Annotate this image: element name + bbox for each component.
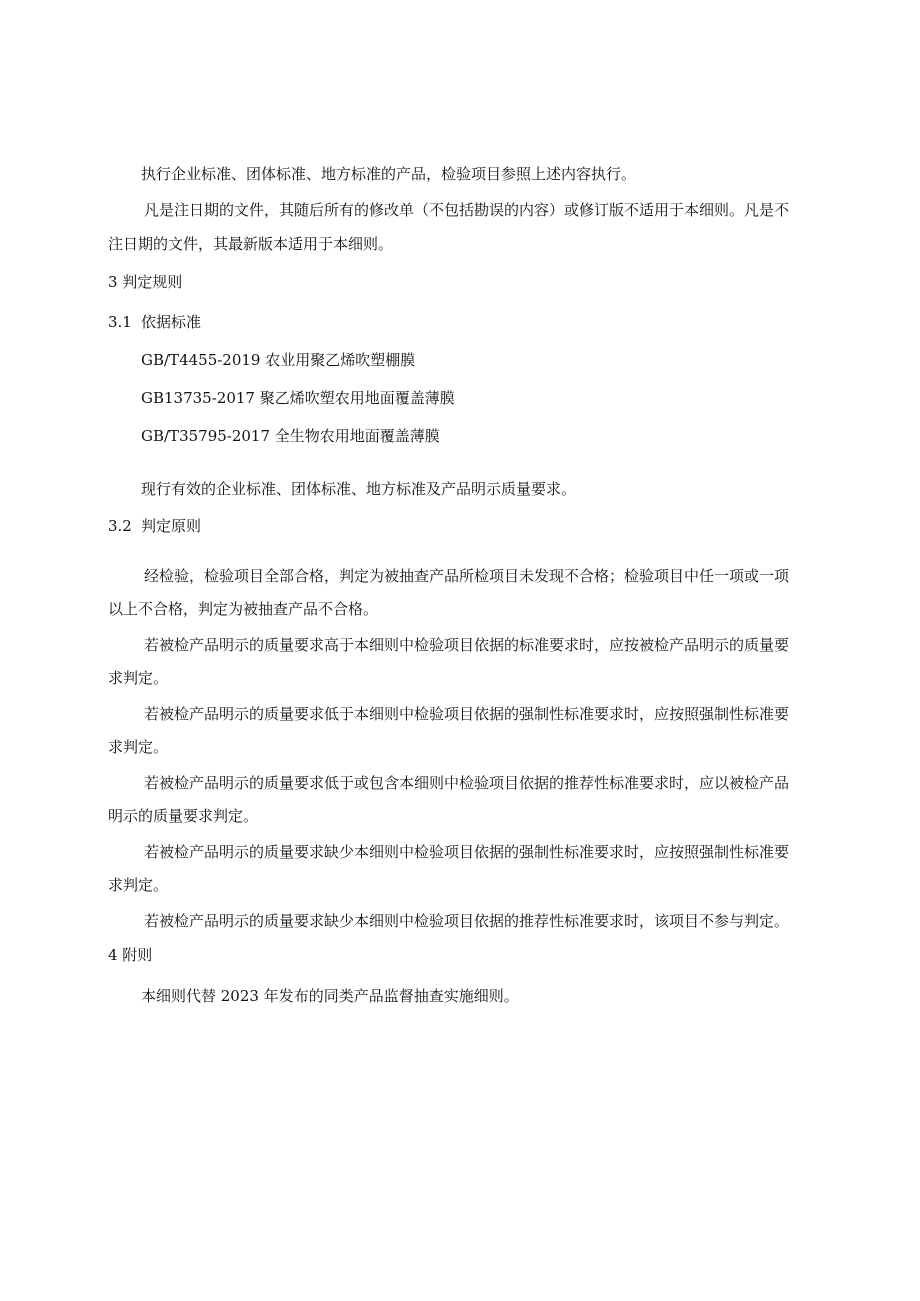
principle-1-line-2: 以上不合格，判定为被抽查产品不合格。 [108,600,379,618]
section-4-heading: 4 附则 [108,946,153,964]
section-3-1-title: 依据标准 [141,313,202,331]
section-3-2-number: 3.2 [108,517,132,535]
principle-2-line-1: 若被检产品明示的质量要求高于本细则中检验项目依据的标准要求时，应按被检产品明示的质量要 [144,636,790,654]
principle-1-line-1: 经检验，检验项目全部合格，判定为被抽查产品所检项目未发现不合格；检验项目中任一项或一项 [144,567,790,585]
section-3-heading: 3 判定规则 [108,273,183,291]
appendix-paragraph: 本细则代替 2023 年发布的同类产品监督抽查实施细则。 [141,987,519,1005]
principle-5-line-1: 若被检产品明示的质量要求缺少本细则中检验项目依据的强制性标准要求时，应按照强制性标准要 [144,843,790,861]
principle-6: 若被检产品明示的质量要求缺少本细则中检验项目依据的推荐性标准要求时，该项目不参与判定。 [144,912,790,930]
principle-4-line-2: 明示的质量要求判定。 [108,807,259,825]
principle-2-line-2: 求判定。 [108,669,169,687]
principle-3-line-1: 若被检产品明示的质量要求低于本细则中检验项目依据的强制性标准要求时，应按照强制性标准要 [144,705,790,723]
standard-ref: GB/T35795-2017 全生物农用地面覆盖薄膜 [141,427,440,445]
principle-4-line-1: 若被检产品明示的质量要求低于或包含本细则中检验项目依据的推荐性标准要求时，应以被检产品 [144,774,790,792]
principle-5-line-2: 求判定。 [108,876,169,894]
standard-ref: GB/T4455-2019 农业用聚乙烯吹塑棚膜 [141,351,416,369]
principle-3-line-2: 求判定。 [108,738,169,756]
dated-refs-line-2: 注日期的文件，其最新版本适用于本细则。 [108,235,394,253]
section-3-2-title: 判定原则 [141,517,202,535]
dated-refs-line-1: 凡是注日期的文件，其随后所有的修改单（不包括勘误的内容）或修订版不适用于本细则。凡是不 [144,201,790,219]
standard-ref: GB13735-2017 聚乙烯吹塑农用地面覆盖薄膜 [141,389,455,407]
intro-paragraph: 执行企业标准、团体标准、地方标准的产品，检验项目参照上述内容执行。 [141,165,637,183]
section-3-1-number: 3.1 [108,313,132,331]
current-standards-paragraph: 现行有效的企业标准、团体标准、地方标准及产品明示质量要求。 [141,480,577,498]
